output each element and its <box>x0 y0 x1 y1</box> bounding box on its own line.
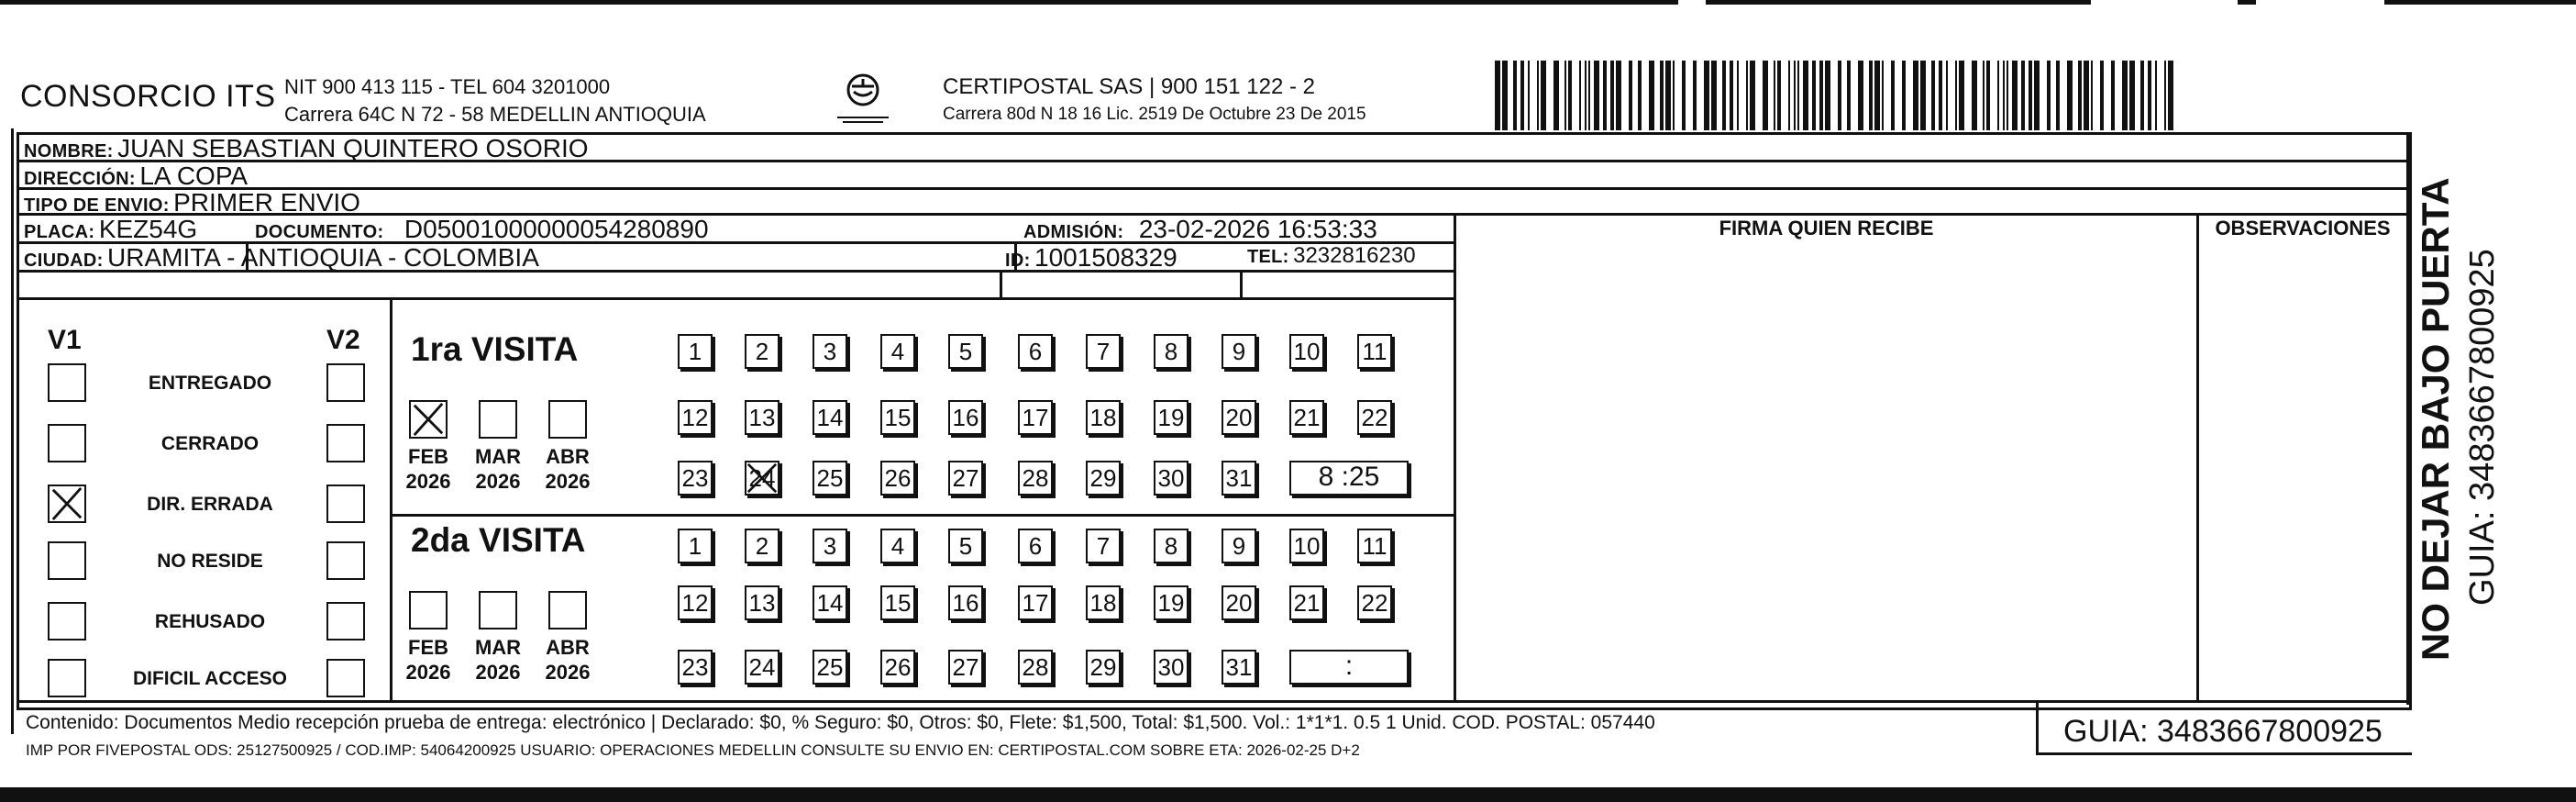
direccion-field <box>24 162 248 191</box>
second-visit-day-box[interactable]: 23 <box>678 650 713 685</box>
barcode-bar <box>2100 61 2104 130</box>
col-divider <box>1240 270 1243 298</box>
check-mark-icon <box>411 402 446 437</box>
second-visit-month-label <box>539 635 596 685</box>
barcode-bar <box>1553 61 1559 130</box>
second-visit-day-box[interactable]: 10 <box>1289 529 1324 563</box>
first-visit-day-box[interactable]: 23 <box>678 461 713 496</box>
footer-guia: GUIA: 3483667800925 <box>2063 714 2383 749</box>
first-visit-day-box[interactable]: 5 <box>948 334 983 369</box>
month-year: 2026 <box>475 661 521 684</box>
carrier-license: Carrera 80d N 18 16 Lic. 2519 De Octubre 23 De 2015 <box>943 105 1366 124</box>
second-visit-day-box[interactable]: 24 <box>745 650 779 685</box>
first-visit-day-box[interactable]: 21 <box>1289 400 1324 435</box>
barcode-bar <box>1902 61 1906 130</box>
month-year: 2026 <box>405 470 451 493</box>
barcode-bar <box>1502 61 1508 130</box>
status-label: ENTREGADO <box>148 373 272 394</box>
barcode-bar <box>1495 61 1500 130</box>
barcode-bar <box>1838 61 1841 130</box>
second-visit-day-box[interactable]: 28 <box>1018 650 1053 685</box>
barcode-bar <box>1986 61 1990 130</box>
barcode-bar <box>1920 61 1926 130</box>
guia-box-bottom <box>2036 752 2412 755</box>
month-name: FEB <box>408 636 448 659</box>
carrier-name: CERTIPOSTAL SAS | 900 151 122 - 2 <box>943 74 1315 99</box>
placa-value: KEZ54G <box>98 215 198 243</box>
second-visit-day-box[interactable]: 13 <box>745 585 779 620</box>
barcode-bar <box>1528 61 1530 130</box>
barcode-bar <box>1819 61 1823 130</box>
first-visit-day-box[interactable]: 20 <box>1222 400 1256 435</box>
barcode-bar <box>1869 61 1873 130</box>
barcode-bar <box>1704 61 1709 130</box>
first-visit-day-box[interactable]: 12 <box>678 400 713 435</box>
barcode-bar <box>1750 61 1755 130</box>
barcode-bar <box>2021 61 2025 130</box>
month-name: ABR <box>546 636 590 659</box>
status-label: DIFICIL ACCESO <box>132 668 287 689</box>
second-visit-day-box[interactable]: 15 <box>880 585 915 620</box>
second-visit-day-box[interactable]: 19 <box>1154 585 1188 620</box>
barcode-bar <box>2003 61 2005 130</box>
month-name: MAR <box>474 445 522 468</box>
barcode-bar <box>1812 61 1816 130</box>
top-edge-gap <box>2091 0 2238 5</box>
v2-checkbox[interactable] <box>326 424 365 462</box>
first-visit-day-box[interactable]: 3 <box>813 334 847 369</box>
first-visit-day-box[interactable]: 25 <box>813 461 847 496</box>
barcode-bar <box>1730 61 1733 130</box>
barcode-bar <box>1638 61 1642 130</box>
first-visit-day-box[interactable]: 24 <box>745 461 779 496</box>
barcode-bar <box>2029 61 2032 130</box>
barcode-bar <box>1983 61 1985 130</box>
first-visit-day-box[interactable]: 10 <box>1289 334 1324 369</box>
first-visit-month-label <box>470 444 526 494</box>
second-visit-day-box[interactable]: 29 <box>1086 650 1121 685</box>
first-visit-day-box[interactable]: 7 <box>1086 334 1121 369</box>
v2-checkbox[interactable] <box>326 602 365 640</box>
nombre-label: NOMBRE: <box>24 141 114 162</box>
first-visit-day-box[interactable]: 26 <box>880 461 915 496</box>
status-label: REHUSADO <box>154 611 266 632</box>
check-mark-icon <box>746 462 778 494</box>
barcode-bar <box>1825 61 1830 130</box>
month-year: 2026 <box>545 470 591 493</box>
barcode-bar <box>2111 61 2115 130</box>
bottom-edge-line <box>0 787 2576 802</box>
col-divider <box>390 297 392 701</box>
v2-checkbox[interactable] <box>326 659 365 697</box>
second-visit-day-box[interactable]: 12 <box>678 585 713 620</box>
barcode-bar <box>2012 61 2018 130</box>
second-visit-day-box[interactable]: 31 <box>1222 650 1256 685</box>
barcode-bar <box>2122 61 2128 130</box>
first-visit-month-checkbox[interactable] <box>479 400 517 439</box>
barcode-bar <box>1891 61 1895 130</box>
certipostal-logo <box>830 70 896 128</box>
ciudad-value: URAMITA - ANTIOQUIA - COLOMBIA <box>107 243 539 272</box>
second-visit-day-box[interactable]: 6 <box>1018 529 1053 563</box>
side-notice: NO DEJAR BAJO PUERTA <box>2414 177 2457 661</box>
barcode-bar <box>2148 61 2151 130</box>
barcode-bar <box>1774 61 1775 130</box>
second-visit-day-box[interactable]: 2 <box>745 529 779 563</box>
barcode-bar <box>2078 61 2082 130</box>
first-visit-month-checkbox[interactable] <box>409 400 448 439</box>
second-visit-day-box[interactable]: 26 <box>880 650 915 685</box>
second-visit-day-box[interactable]: 16 <box>948 585 983 620</box>
admision-label: ADMISIÓN: <box>1023 222 1124 242</box>
id-value: 1001508329 <box>1034 243 1177 272</box>
v1-checkbox[interactable] <box>48 363 86 402</box>
barcode-bar <box>2155 61 2157 130</box>
barcode-bar <box>2056 61 2060 130</box>
tel-field <box>1247 243 1416 269</box>
admision-value: 23-02-2026 16:53:33 <box>1138 215 1377 243</box>
month-year: 2026 <box>475 470 521 493</box>
documento-field <box>255 215 709 244</box>
barcode-bar <box>1746 61 1748 130</box>
second-visit-day-box[interactable]: 1 <box>678 529 713 563</box>
first-visit-day-box[interactable]: 11 <box>1357 334 1392 369</box>
second-visit-day-box[interactable]: 25 <box>813 650 847 685</box>
id-label: ID: <box>1005 251 1031 271</box>
col-divider <box>2196 213 2199 702</box>
barcode-bar <box>1603 61 1607 130</box>
barcode-bar <box>1797 61 1799 130</box>
top-edge-gap <box>1678 0 1706 5</box>
barcode-bar <box>2067 61 2073 130</box>
first-visit-day-box[interactable]: 30 <box>1154 461 1188 496</box>
first-visit-month-label <box>539 444 596 494</box>
barcode-bar <box>1959 61 1964 130</box>
second-visit-day-box[interactable]: 7 <box>1086 529 1121 563</box>
documento-label: DOCUMENTO: <box>255 222 384 242</box>
barcode-bar <box>1513 61 1517 130</box>
second-visit-month-checkbox[interactable] <box>479 591 517 629</box>
first-visit-day-box[interactable]: 9 <box>1222 334 1256 369</box>
barcode-bar <box>1931 61 1935 130</box>
v1-header: V1 <box>48 325 82 355</box>
second-visit-month-label <box>400 635 457 685</box>
first-visit-day-box[interactable]: 14 <box>813 400 847 435</box>
placa-field <box>24 215 197 244</box>
barcode-bar <box>1803 61 1808 130</box>
barcode-bar <box>1682 61 1686 130</box>
barcode-bar <box>2129 61 2135 130</box>
barcode-bar <box>1660 61 1664 130</box>
first-visit-day-box[interactable]: 16 <box>948 400 983 435</box>
first-visit-day-box[interactable]: 31 <box>1222 461 1256 496</box>
firma-header: FIRMA QUIEN RECIBE <box>1719 217 1934 239</box>
barcode-bar <box>1777 61 1781 130</box>
second-visit-day-box[interactable]: 21 <box>1289 585 1324 620</box>
barcode-bar <box>1913 61 1918 130</box>
first-visit-time-box[interactable]: 8 :25 <box>1289 461 1409 496</box>
barcode-bar <box>1763 61 1768 130</box>
first-visit-day-box[interactable]: 19 <box>1154 400 1188 435</box>
observaciones-header: OBSERVACIONES <box>2215 217 2391 239</box>
documento-value: D05001000000054280890 <box>404 215 709 243</box>
col-divider <box>1454 213 1456 702</box>
id-field <box>1005 243 1177 273</box>
v1-checkbox[interactable] <box>48 424 86 462</box>
v1-checkbox[interactable] <box>48 602 86 640</box>
nombre-value: JUAN SEBASTIAN QUINTERO OSORIO <box>117 134 589 162</box>
barcode-bar <box>1649 61 1654 130</box>
barcode-bar <box>1722 61 1726 130</box>
tipo-envio-label: TIPO DE ENVIO: <box>24 195 170 216</box>
tipo-envio-field <box>24 188 360 217</box>
col-divider <box>2406 132 2409 705</box>
second-visit-day-box[interactable]: 30 <box>1154 650 1188 685</box>
second-visit-day-box[interactable]: 3 <box>813 529 847 563</box>
placa-label: PLACA: <box>24 222 95 242</box>
left-edge-line <box>11 128 14 734</box>
tipo-envio-value: PRIMER ENVIO <box>173 188 360 217</box>
barcode-bar <box>2140 61 2144 130</box>
barcode-bar <box>1665 61 1671 130</box>
col-divider <box>2036 700 2039 755</box>
barcode-bar <box>1585 61 1587 130</box>
tel-value: 3232816230 <box>1293 243 1416 268</box>
second-visit-day-box[interactable]: 4 <box>880 529 915 563</box>
second-visit-day-box[interactable]: 9 <box>1222 529 1256 563</box>
barcode-bar <box>1972 61 1977 130</box>
barcode-bar <box>1673 61 1675 130</box>
barcode-bar <box>1520 61 1524 130</box>
visit-divider <box>390 514 1456 517</box>
carrier-info <box>943 73 1366 128</box>
v1-checkbox[interactable] <box>48 485 86 523</box>
col-divider <box>1000 270 1002 298</box>
barcode-bar <box>1616 61 1621 130</box>
first-visit-day-box[interactable]: 15 <box>880 400 915 435</box>
second-visit-day-box[interactable]: 22 <box>1357 585 1392 620</box>
barcode-bar <box>1579 61 1581 130</box>
v2-checkbox[interactable] <box>326 541 365 580</box>
status-label: NO RESIDE <box>157 551 263 572</box>
first-visit-day-box[interactable]: 28 <box>1018 461 1053 496</box>
company-address: Carrera 64C N 72 - 58 MEDELLIN ANTIOQUIA <box>284 103 706 126</box>
barcode-bar <box>1939 61 1942 130</box>
v2-checkbox[interactable] <box>326 363 365 402</box>
v2-checkbox[interactable] <box>326 485 365 523</box>
second-visit-month-label <box>470 635 526 685</box>
status-label: DIR. ERRADA <box>147 494 273 515</box>
barcode-bar <box>2007 61 2008 130</box>
tel-label: TEL: <box>1247 247 1289 267</box>
first-visit-day-box[interactable]: 27 <box>948 461 983 496</box>
first-visit-day-box[interactable]: 22 <box>1357 400 1392 435</box>
second-visit-day-box[interactable]: 18 <box>1086 585 1121 620</box>
v2-header: V2 <box>326 325 360 355</box>
barcode <box>1495 61 2177 130</box>
v1-checkbox[interactable] <box>48 659 86 697</box>
barcode-bar <box>1788 61 1790 130</box>
nombre-field <box>24 134 589 163</box>
barcode-bar <box>1711 61 1717 130</box>
first-visit-day-box[interactable]: 18 <box>1086 400 1121 435</box>
barcode-bar <box>1737 61 1739 130</box>
month-name: FEB <box>408 445 448 468</box>
barcode-bar <box>1588 61 1590 130</box>
barcode-bar <box>1946 61 1948 130</box>
company-info <box>284 73 706 128</box>
first-visit-title: 1ra VISITA <box>411 330 579 368</box>
month-year: 2026 <box>545 661 591 684</box>
first-visit-day-box[interactable]: 13 <box>745 400 779 435</box>
barcode-bar <box>1564 61 1566 130</box>
barcode-bar <box>1794 61 1796 130</box>
barcode-bar <box>1629 61 1632 130</box>
month-name: ABR <box>546 445 590 468</box>
barcode-bar <box>1882 61 1884 130</box>
barcode-bar <box>1541 61 1546 130</box>
second-visit-day-box[interactable]: 8 <box>1154 529 1188 563</box>
second-visit-day-box[interactable]: 27 <box>948 650 983 685</box>
barcode-bar <box>1847 61 1851 130</box>
second-visit-title: 2da VISITA <box>411 521 586 559</box>
barcode-bar <box>1568 61 1572 130</box>
side-guia: GUIA: 3483667800925 <box>2463 249 2502 606</box>
barcode-bar <box>1693 61 1697 130</box>
second-visit-day-box[interactable]: 20 <box>1222 585 1256 620</box>
direccion-label: DIRECCIÓN: <box>24 169 136 189</box>
barcode-bar <box>1610 61 1614 130</box>
footer-contents: Contenido: Documentos Medio recepción prueba de entrega: electrónico | Declarado: $0, % Seguro: $0, Otros: $0, Flete: $1,500, Total: $1,500. Vol.: 1*1*1. 0.5 1 Unid. COD. POSTAL: 057440 <box>26 712 1655 733</box>
ciudad-label: CIUDAD: <box>24 251 104 271</box>
first-visit-day-box[interactable]: 6 <box>1018 334 1053 369</box>
check-mark-icon <box>50 486 84 521</box>
second-visit-time-box[interactable]: : <box>1289 650 1409 685</box>
barcode-bar <box>1858 61 1863 130</box>
first-visit-month-label <box>400 444 457 494</box>
first-visit-day-box[interactable]: 29 <box>1086 461 1121 496</box>
month-name: MAR <box>474 636 522 659</box>
status-label: CERRADO <box>160 433 260 454</box>
second-visit-day-box[interactable]: 17 <box>1018 585 1053 620</box>
first-visit-day-box[interactable]: 2 <box>745 334 779 369</box>
barcode-bar <box>2034 61 2040 130</box>
first-visit-day-box[interactable]: 8 <box>1154 334 1188 369</box>
barcode-bar <box>1594 61 1599 130</box>
second-visit-day-box[interactable]: 5 <box>948 529 983 563</box>
barcode-bar <box>1874 61 1880 130</box>
second-visit-month-checkbox[interactable] <box>409 591 448 629</box>
row-divider <box>17 700 2412 703</box>
barcode-bar <box>2084 61 2089 130</box>
month-year: 2026 <box>405 661 451 684</box>
barcode-bar <box>2164 61 2166 130</box>
barcode-bar <box>1537 61 1539 130</box>
admision-field <box>1023 215 1377 244</box>
barcode-bar <box>1997 61 1999 130</box>
ciudad-field <box>24 243 539 273</box>
company-nit-tel: NIT 900 413 115 - TEL 604 3201000 <box>284 75 611 98</box>
row-divider <box>17 187 2412 190</box>
first-visit-day-box[interactable]: 1 <box>678 334 713 369</box>
barcode-bar <box>1955 61 1957 130</box>
second-visit-day-box[interactable]: 14 <box>813 585 847 620</box>
barcode-bar <box>2047 61 2051 130</box>
second-visit-day-box[interactable]: 11 <box>1357 529 1392 563</box>
second-visit-month-checkbox[interactable] <box>548 591 587 629</box>
company-name: CONSORCIO ITS <box>20 79 276 114</box>
first-visit-day-box[interactable]: 17 <box>1018 400 1053 435</box>
barcode-bar <box>2091 61 2093 130</box>
first-visit-month-checkbox[interactable] <box>548 400 587 439</box>
barcode-bar <box>2168 61 2173 130</box>
v1-checkbox[interactable] <box>48 541 86 580</box>
footer-print-info: IMP POR FIVEPOSTAL ODS: 25127500925 / COD.IMP: 54064200925 USUARIO: OPERACIONES MEDELLIN CONSULTE SU ENVIO EN: CERTIPOSTAL.COM SOBRE ETA: 2026-02-25 D+2 <box>26 741 1360 759</box>
direccion-value: LA COPA <box>139 162 249 190</box>
top-edge-gap <box>2256 0 2384 5</box>
first-visit-day-box[interactable]: 4 <box>880 334 915 369</box>
